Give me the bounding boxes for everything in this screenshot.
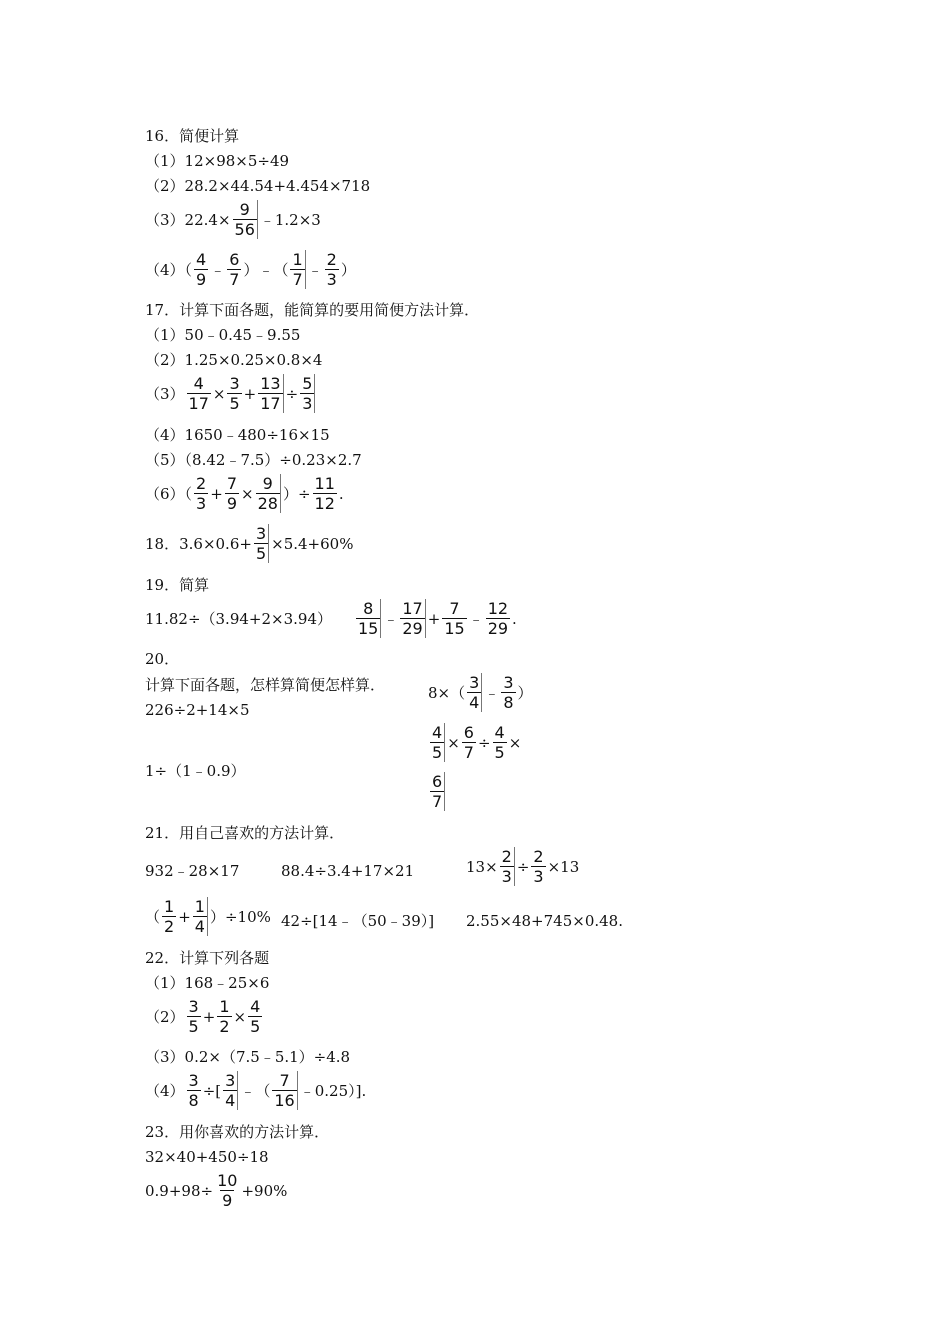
q21-expr-d	[145, 897, 271, 936]
fraction	[217, 997, 231, 1036]
q16-part-4	[145, 250, 356, 289]
numerator: 2	[326, 250, 337, 269]
fraction	[325, 250, 339, 289]
q21-expr-f: 2.55×48+745×0.48.	[466, 912, 623, 930]
denominator: 9	[226, 494, 237, 513]
fraction	[187, 997, 201, 1036]
q22-title: 22．计算下列各题	[145, 949, 270, 967]
denominator: 3	[196, 494, 207, 513]
q17-part-3	[145, 374, 317, 413]
denominator: 2	[164, 917, 175, 936]
fraction	[258, 374, 283, 413]
operator: ﹣	[307, 261, 323, 279]
denominator: 8	[503, 693, 514, 712]
denominator: 2	[219, 1017, 230, 1036]
operator: ÷	[285, 384, 299, 403]
fraction	[162, 897, 176, 936]
numerator: 1	[219, 997, 230, 1016]
expr-text: ）	[517, 684, 533, 702]
denominator: 15	[358, 619, 379, 638]
q17-title: 17．计算下面各题，能简算的要用简便方法计算．	[145, 301, 480, 319]
denominator: 12	[314, 494, 335, 513]
fraction	[194, 250, 208, 289]
denominator: 17	[260, 394, 281, 413]
q17-part-6	[145, 474, 344, 513]
q17-part-1: （1）50﹣0.45﹣9.55	[145, 326, 301, 344]
q22-part-2	[145, 997, 264, 1036]
expr-text: 0.9+98÷	[145, 1181, 214, 1200]
numerator: 8	[363, 599, 374, 618]
fraction	[248, 997, 262, 1036]
expr-text: （2）	[145, 1008, 185, 1026]
operator: ×	[233, 1007, 247, 1026]
expr-text: 11.82÷（3.94+2×3.94）	[145, 610, 332, 628]
denominator: 4	[194, 917, 205, 936]
denominator: 7	[432, 792, 443, 811]
q19-expressions	[145, 599, 517, 638]
q21-expr-c	[466, 847, 579, 886]
denominator: 9	[222, 1191, 233, 1210]
q16-part-1: （1）12×98×5÷49	[145, 152, 290, 170]
numerator: 3	[469, 673, 480, 692]
q23-title: 23．用你喜欢的方法计算．	[145, 1123, 330, 1141]
fraction	[215, 1171, 239, 1210]
fraction	[467, 673, 482, 712]
denominator: 7	[292, 270, 303, 289]
numerator: 17	[402, 599, 423, 618]
fraction	[290, 250, 305, 289]
operator: +	[178, 907, 191, 926]
fraction	[356, 599, 381, 638]
fraction	[300, 374, 315, 413]
q16-title: 16．简便计算	[145, 127, 240, 145]
operator: +	[210, 484, 223, 503]
numerator: 3	[188, 997, 199, 1016]
numerator: 2	[533, 847, 544, 866]
expr-text: （6）（	[145, 485, 193, 503]
expr-text: +90%	[241, 1181, 288, 1200]
denominator: 3	[302, 394, 313, 413]
expr-text: .	[338, 484, 344, 503]
fraction	[225, 474, 239, 513]
q23-expr-a: 32×40+450÷18	[145, 1148, 269, 1166]
numerator: 7	[226, 474, 237, 493]
q20-expr-c	[428, 673, 533, 712]
denominator: 28	[257, 494, 278, 513]
operator: ﹣	[383, 610, 399, 628]
q20-expr-d	[428, 723, 521, 762]
fraction	[313, 474, 337, 513]
numerator: 7	[279, 1071, 290, 1090]
numerator: 3	[503, 673, 514, 692]
fraction	[430, 772, 445, 811]
numerator: 1	[194, 897, 205, 916]
q21-expr-e: 42÷[14﹣（50﹣39）]	[281, 912, 435, 930]
denominator: 5	[229, 394, 240, 413]
fraction	[430, 723, 445, 762]
denominator: 9	[196, 270, 207, 289]
fraction	[194, 474, 208, 513]
expr-text: ）	[340, 261, 356, 279]
q22-part-3: （3）0.2×（7.5﹣5.1）÷4.8	[145, 1048, 351, 1066]
denominator: 4	[225, 1091, 236, 1110]
fraction	[227, 374, 241, 413]
q16-part-2: （2）28.2×44.54+4.454×718	[145, 177, 371, 195]
expr-text: ×5.4+60%	[271, 534, 354, 553]
operator: ×	[447, 733, 460, 752]
q20-expr-a: 226÷2+14×5	[145, 701, 250, 719]
denominator: 3	[501, 867, 512, 886]
operator: ×	[508, 733, 522, 752]
denominator: 5	[494, 743, 505, 762]
fraction	[187, 374, 211, 413]
fraction	[500, 847, 515, 886]
expr-text: ﹣1.2×3	[259, 211, 321, 229]
expr-text: 13×	[466, 857, 498, 876]
q18-expression	[145, 524, 353, 563]
operator: ×	[241, 484, 254, 503]
numerator: 1	[292, 250, 303, 269]
operator: ）÷	[282, 485, 311, 503]
denominator: 3	[326, 270, 337, 289]
numerator: 4	[196, 250, 207, 269]
fraction	[227, 250, 241, 289]
expr-text: ﹣0.25）].	[299, 1082, 367, 1100]
q21-expr-b: 88.4÷3.4+17×21	[281, 862, 415, 880]
fraction	[493, 723, 507, 762]
numerator: 3	[255, 524, 267, 543]
denominator: 3	[533, 867, 544, 886]
fraction	[400, 599, 425, 638]
q21-expr-a: 932﹣28×17	[145, 862, 240, 880]
q20-expr-d-wrap	[428, 772, 447, 811]
fraction	[254, 524, 269, 563]
numerator: 6	[432, 772, 443, 791]
denominator: 7	[463, 743, 474, 762]
numerator: 7	[449, 599, 460, 618]
q20-expr-b: 1÷（1﹣0.9）	[145, 762, 246, 780]
expr-text: 18．3.6×0.6+	[145, 535, 252, 553]
operator: ÷	[516, 857, 530, 876]
q17-part-5: （5）（8.42﹣7.5）÷0.23×2.7	[145, 451, 362, 469]
numerator: 12	[487, 599, 509, 618]
expr-text: （4）	[145, 1082, 185, 1100]
operator: ﹣	[468, 610, 484, 628]
expr-text: （3）22.4×	[145, 211, 231, 229]
denominator: 5	[255, 544, 267, 563]
q17-part-4: （4）1650﹣480÷16×15	[145, 426, 330, 444]
fraction	[486, 599, 510, 638]
q22-part-1: （1）168﹣25×6	[145, 974, 270, 992]
operator: ﹣	[210, 261, 226, 279]
numerator: 3	[188, 1071, 199, 1090]
fraction	[462, 723, 476, 762]
denominator: 7	[229, 270, 240, 289]
q21-title: 21．用自己喜欢的方法计算．	[145, 824, 345, 842]
denominator: 5	[250, 1017, 261, 1036]
numerator: 9	[239, 200, 250, 219]
denominator: 5	[188, 1017, 199, 1036]
denominator: 29	[487, 619, 509, 638]
operator: +	[202, 1007, 216, 1026]
operator: ×	[212, 384, 226, 403]
operator: +	[427, 609, 441, 628]
q20-intro: 计算下面各题，怎样算简便怎样算．	[145, 676, 386, 694]
operator: +	[243, 384, 257, 403]
q23-expr-b	[145, 1171, 287, 1210]
fraction	[256, 474, 281, 513]
operator: ）﹣（	[243, 261, 289, 279]
numerator: 10	[217, 1171, 238, 1190]
operator: ﹣	[484, 684, 500, 702]
denominator: 5	[432, 743, 443, 762]
q17-part-2: （2）1.25×0.25×0.8×4	[145, 351, 323, 369]
expr-text: （3）	[145, 385, 185, 403]
expr-text: ）÷10%	[209, 908, 271, 926]
denominator: 29	[402, 619, 423, 638]
numerator: 1	[164, 897, 175, 916]
operator: ÷[	[202, 1081, 222, 1100]
q22-part-4	[145, 1071, 366, 1110]
numerator: 4	[193, 374, 204, 393]
denominator: 16	[274, 1091, 295, 1110]
numerator: 4	[494, 723, 505, 742]
denominator: 4	[469, 693, 480, 712]
q16-part-3	[145, 200, 321, 239]
q19-title: 19．简算	[145, 576, 210, 594]
fraction	[233, 200, 258, 239]
fraction	[193, 897, 208, 936]
fraction	[442, 599, 466, 638]
numerator: 9	[262, 474, 273, 493]
fraction	[187, 1071, 201, 1110]
fraction	[223, 1071, 238, 1110]
expr-text: .	[512, 609, 517, 628]
numerator: 3	[229, 374, 240, 393]
fraction	[501, 673, 515, 712]
numerator: 13	[260, 374, 281, 393]
expr-text: （	[145, 908, 161, 926]
numerator: 6	[463, 723, 474, 742]
fraction	[531, 847, 545, 886]
expr-text: 8×（	[428, 684, 466, 702]
denominator: 15	[444, 619, 465, 638]
operator: ÷	[477, 733, 491, 752]
expr-text: ×13	[547, 857, 580, 876]
numerator: 2	[196, 474, 207, 493]
denominator: 8	[188, 1091, 199, 1110]
expr-text: （4）（	[145, 261, 193, 279]
operator: ﹣（	[240, 1082, 271, 1100]
numerator: 2	[501, 847, 512, 866]
numerator: 11	[314, 474, 335, 493]
q20-title: 20．	[145, 650, 180, 668]
numerator: 5	[302, 374, 313, 393]
numerator: 4	[432, 723, 443, 742]
denominator: 17	[188, 394, 209, 413]
numerator: 4	[250, 997, 261, 1016]
numerator: 6	[229, 250, 240, 269]
denominator: 56	[234, 220, 255, 239]
fraction	[272, 1071, 297, 1110]
numerator: 3	[225, 1071, 236, 1090]
